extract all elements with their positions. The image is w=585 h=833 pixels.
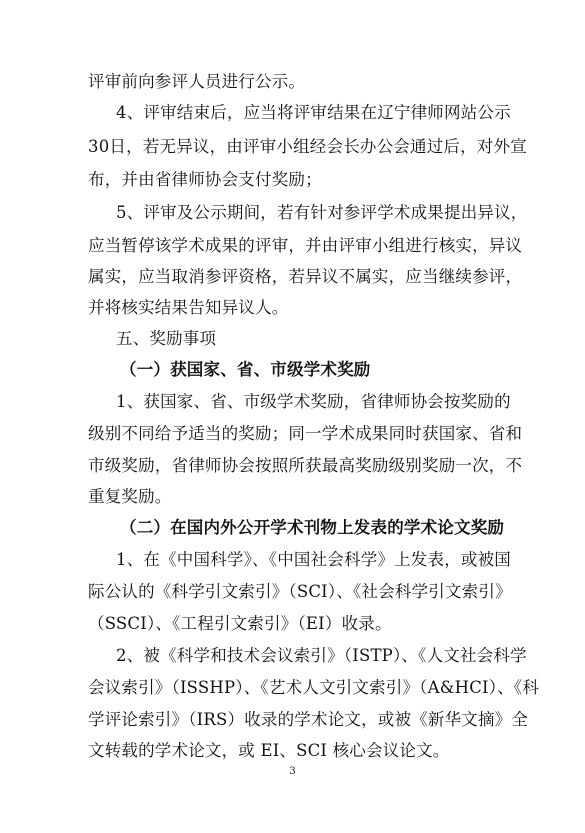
subsection-heading: （二）在国内外公开学术刊物上发表的学术论文奖励 — [120, 518, 505, 537]
page-number: 3 — [289, 766, 296, 777]
text-line: 4、评审结束后，应当将评审结果在辽宁律师网站公示 — [116, 103, 511, 122]
section-heading: 五、奖励事项 — [116, 329, 217, 348]
text-line: 属实，应当取消参评资格，若异议不属实，应当继续参评， — [88, 267, 523, 286]
text-line: 1、获国家、省、市级学术奖励，省律师协会按奖励的 — [116, 392, 511, 411]
text-line: 会议索引》（ISSHP）、《艺术人文引文索引》（A&HCI）、《科 — [88, 678, 540, 697]
text-line: 际公认的《科学引文索引》（SCI）、《社会科学引文索引》 — [88, 582, 512, 601]
text-line: 1、在《中国科学》、《中国社会科学》上发表，或被国 — [116, 550, 511, 569]
text-line: 并将核实结果告知异议人。 — [88, 298, 289, 317]
text-line: 市级奖励，省律师协会按照所获最高奖励级别奖励一次，不 — [88, 456, 523, 475]
text-line: 布，并由省律师协会支付奖励； — [88, 170, 322, 189]
text-line: 重复奖励。 — [88, 487, 172, 506]
text-line: 30日，若无异议，由评审小组经会长办公会通过后，对外宣 — [88, 137, 527, 156]
text-line: 级别不同给予适当的奖励；同一学术成果同时获国家、省和 — [88, 424, 523, 443]
text-line: （SSCI）、《工程引文索引》（EI）收录。 — [88, 614, 392, 633]
text-line: 2、被《科学和技术会议索引》（ISTP）、《人文社会科学 — [116, 646, 527, 665]
text-line: 学评论索引》（IRS）收录的学术论文，或被《新华文摘》全 — [88, 710, 529, 729]
text-line: 文转载的学术论文，或 EI、SCI 核心会议论文。 — [88, 741, 450, 760]
text-line: 评审前向参评人员进行公示。 — [88, 72, 306, 91]
text-line: 5、评审及公示期间，若有针对参评学术成果提出异议， — [116, 203, 528, 222]
text-line: 应当暂停该学术成果的评审，并由评审小组进行核实，异议 — [88, 236, 523, 255]
subsection-heading: （一）获国家、省、市级学术奖励 — [120, 360, 371, 379]
